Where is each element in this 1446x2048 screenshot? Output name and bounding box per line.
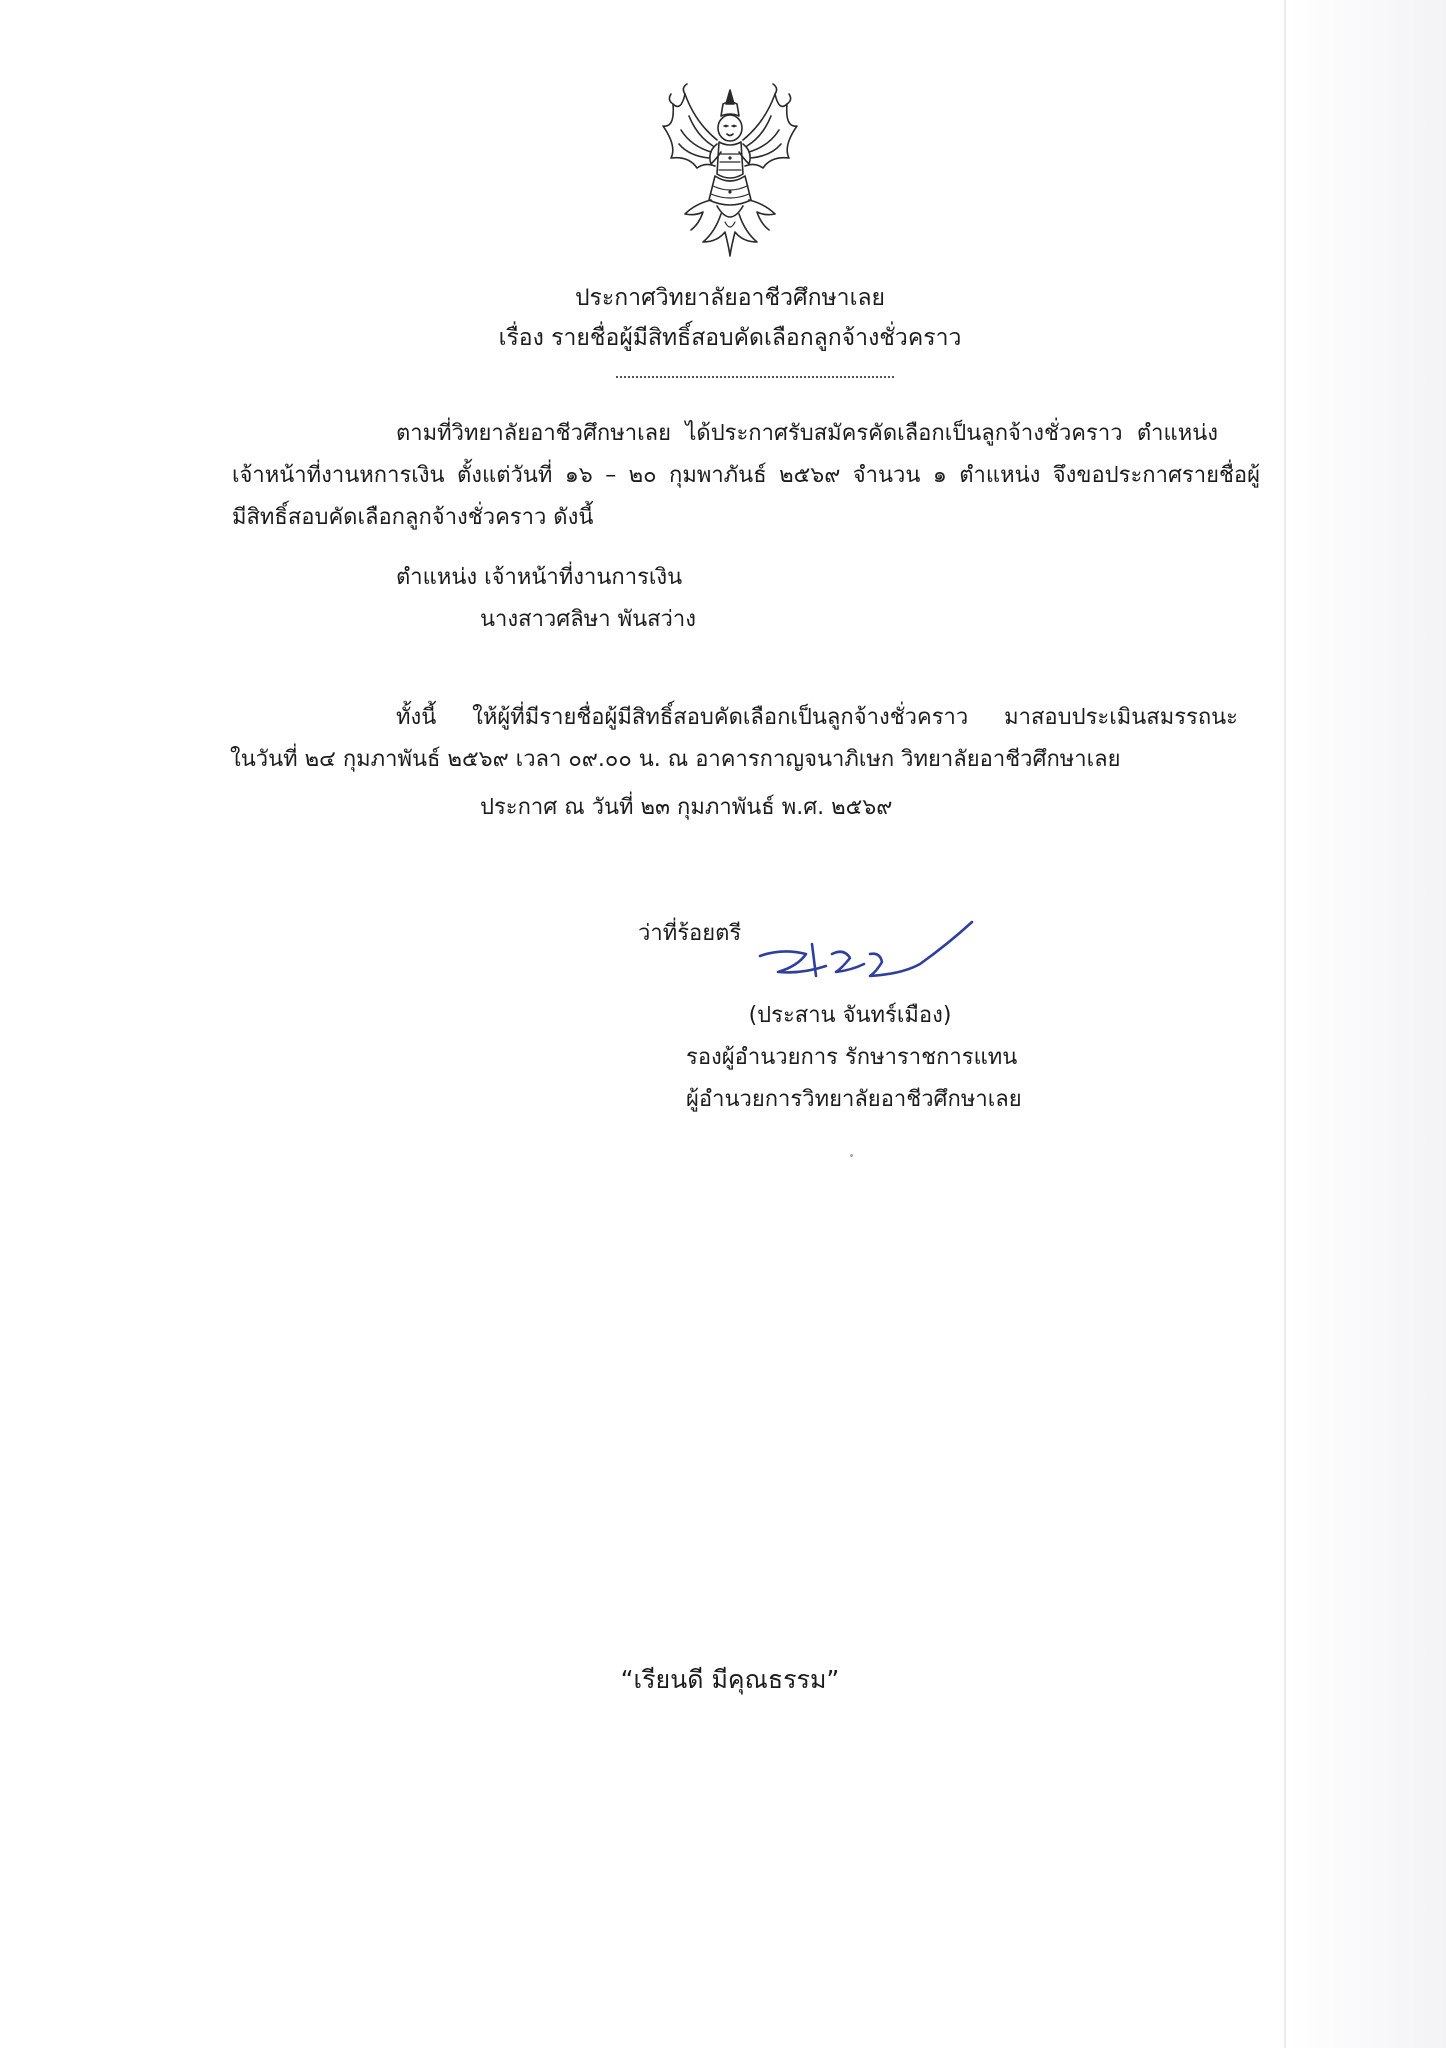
motto: “เรียนดี มีคุณธรรม” [620,1665,840,1694]
position-label: ตำแหน่ง เจ้าหน้าที่งานการเงิน [396,565,683,590]
page-fold-line [1284,0,1286,2048]
handwritten-signature [752,914,982,994]
dotted-separator [616,376,894,378]
announcement-title: ประกาศวิทยาลัยอาชีวศึกษาเลย [574,285,886,311]
paragraph-2-line-2: ในวันที่ ๒๔ กุมภาพันธ์ ๒๕๖๙ เวลา ๐๙.๐๐ น. ณ อาคารกาญจนาภิเษก วิทยาลัยอาชีวศึกษาเลย [230,747,1121,772]
scan-speck [850,1154,853,1157]
paragraph-2-line-1: ทั้งนี้ ให้ผู้ที่มีรายชื่อผู้มีสิทธิ์สอบคัดเลือกเป็นลูกจ้างชั่วคราว มาสอบประเมินสมรรถนะ [396,705,1238,730]
garuda-emblem-icon [655,82,805,260]
page-edge-shadow [1286,0,1446,2048]
announcement-date: ประกาศ ณ วันที่ ๒๓ กุมภาพันธ์ พ.ศ. ๒๕๖๙ [480,795,893,820]
signer-rank: ว่าที่ร้อยตรี [638,921,742,946]
signer-name: (ประสาน จันทร์เมือง) [748,1003,952,1028]
paragraph-1-line-3: มีสิทธิ์สอบคัดเลือกลูกจ้างชั่วคราว ดังนี้ [232,505,594,530]
paragraph-1-line-2: เจ้าหน้าที่งานหการเงิน ตั้งแต่วันที่ ๑๖ – ๒๐ กุมพาภันธ์ ๒๕๖๙ จำนวน ๑ ตำแหน่ง จึงขอประกาศรายชื่อผู้ [232,463,1260,488]
announcement-subject: เรื่อง รายชื่อผู้มีสิทธิ์สอบคัดเลือกลูกจ้างชั่วคราว [498,325,962,351]
candidate-name: นางสาวศลิษา พันสว่าง [480,607,696,632]
paragraph-1-line-1: ตามที่วิทยาลัยอาชีวศึกษาเลย ได้ประกาศรับสมัครคัดเลือกเป็นลูกจ้างชั่วคราว ตำแหน่ง [396,421,1218,446]
signer-title-1: รองผู้อำนวยการ รักษาราชการแทน [686,1045,1018,1070]
signer-title-2: ผู้อำนวยการวิทยาลัยอาชีวศึกษาเลย [686,1087,1022,1112]
